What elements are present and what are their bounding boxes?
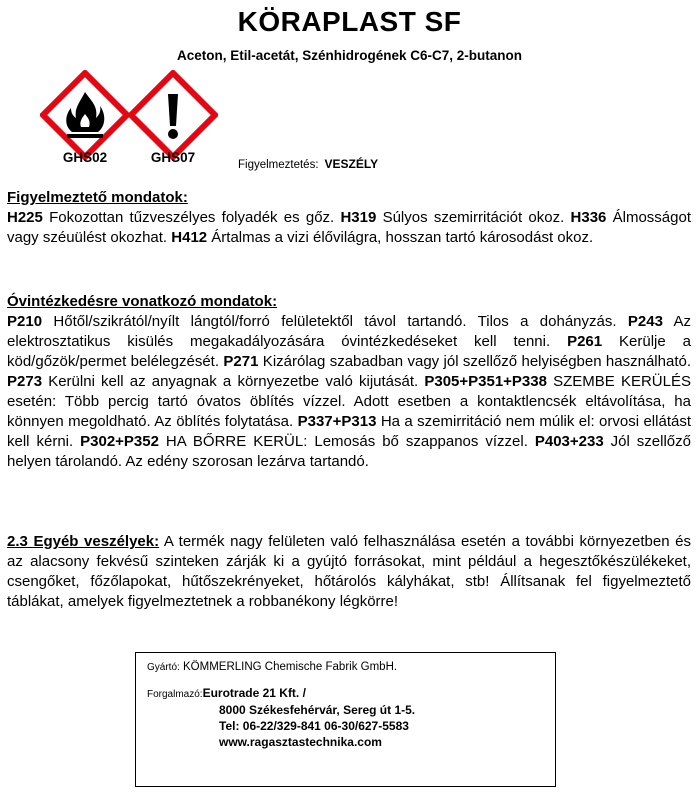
hazard-code: H225 (7, 209, 43, 226)
pictogram-code-ghs07: GHS07 (150, 150, 196, 165)
exclamation-icon (128, 70, 218, 160)
precaution-text: HA BŐRRE KERÜL: Lemosás bő szappanos vízzel. (158, 433, 535, 450)
precaution-text: Jól szellőző helyen tárolandó. Az edény szorosan lezárva tartandó. (7, 433, 691, 470)
hazard-text: Ártalmas a vizi élővilágra, hosszan tartó károsodást okoz. (207, 229, 594, 246)
signal-word: VESZÉLY (324, 157, 379, 171)
flame-icon (40, 70, 130, 160)
distributor-name: Eurotrade 21 Kft. / (202, 686, 306, 700)
manufacturer-label: Gyártó: (147, 662, 180, 673)
hazard-heading: Figyelmeztető mondatok: (7, 189, 188, 206)
product-title: KÖRAPLAST SF (237, 6, 462, 37)
signal-word-line (238, 157, 378, 171)
precaution-text: Ha a szemirritáció nem múlik el: orvosi ellátást kell kérni. (7, 413, 691, 450)
hazard-text: Fokozottan tűzveszélyes folyadék es gőz. (42, 209, 341, 226)
distributor-label: Forgalmazó: (147, 689, 203, 700)
other-hazards-paragraph (7, 532, 691, 612)
hazard-section (7, 188, 691, 248)
signal-label: Figyelmeztetés: (238, 159, 319, 171)
precaution-section (7, 292, 691, 472)
precaution-text: Kerülni kell az anyagnak a környezetbe való kijutását. (42, 373, 425, 390)
precaution-text: SZEMBE KERÜLÉS esetén: Több percig tartó óvatos öblítés vízzel. Adott esetben a kontaktlencsék eltávolítása, ha könnyen megoldható. Az öblítés folytatása. (7, 373, 691, 430)
precaution-code: P210 (7, 313, 43, 330)
precaution-text: Hőtől/szikrától/nyílt lángtól/forró felületektől távol tartandó. Tilos a dohányzás. (42, 313, 628, 330)
manufacturer-name: KÖMMERLING Chemische Fabrik GmbH. (183, 661, 398, 673)
hazard-code: H319 (340, 209, 377, 226)
pictogram-code-ghs02: GHS02 (62, 150, 108, 165)
precaution-text: Kerülje a köd/gőzök/permet belélegzését. (7, 333, 691, 370)
precaution-code: P273 (7, 373, 43, 390)
distributor-phone: Tel: 06-22/329-841 06-30/627-5583 (219, 719, 409, 733)
precaution-code: P302+P352 (80, 433, 159, 450)
precaution-code: P305+P351+P338 (424, 373, 547, 390)
distributor-address: 8000 Székesfehérvár, Sereg út 1-5. (219, 703, 416, 717)
precaution-code: P271 (223, 353, 259, 370)
manufacturer-row (147, 661, 397, 673)
precaution-code: P243 (627, 313, 663, 330)
precaution-heading: Óvintézkedésre vonatkozó mondatok: (7, 293, 278, 310)
precaution-paragraph (7, 312, 691, 472)
distributor-row (147, 686, 306, 700)
hazard-text: Álmosságot vagy széuülést okozhat. (7, 209, 692, 246)
hazard-paragraph (7, 208, 691, 248)
other-hazards-heading: 2.3 Egyéb veszélyek: (7, 533, 160, 550)
hazard-text: Súlyos szemirritációt okoz. (376, 209, 571, 226)
product-subtitle: Aceton, Etil-acetát, Szénhidrogének C6-C7, 2-butanon (176, 48, 523, 63)
hazard-code: H336 (570, 209, 607, 226)
other-hazards-section (7, 532, 691, 612)
other-hazards-text: A termék nagy felületen való felhasználása esetén a további környezetben és az alacsony fekvésű szinteken zárják ki a gyújtó forrásokat, mint például a hegesztőkészülékeket, csengőket, főzőlapokat, hűtőszekrényeket, hőtárolós kályhákat, stb! Állítsanak fel figyelmeztető táblákat, amelyek figyelmeztetnek a robbanékony légkörre! (7, 533, 691, 610)
precaution-text: Az elektrosztatikus kisülés megakadályozására óvintézkedéseket kell tenni. (7, 313, 691, 350)
distributor-website: www.ragasztastechnika.com (219, 735, 382, 749)
precaution-code: P403+233 (534, 433, 604, 450)
precaution-text: Kizárólag szabadban vagy jól szellőző helyiségben használható. (258, 353, 691, 370)
precaution-code: P261 (567, 333, 603, 350)
precaution-code: P337+P313 (297, 413, 377, 430)
manufacturer-box (135, 652, 556, 787)
hazard-code: H412 (171, 229, 208, 246)
